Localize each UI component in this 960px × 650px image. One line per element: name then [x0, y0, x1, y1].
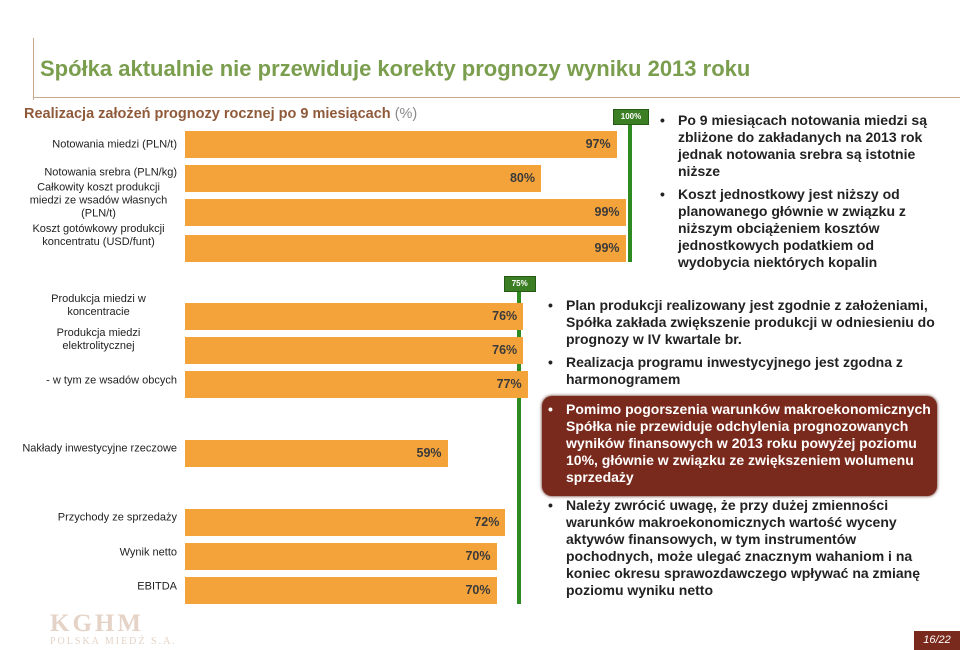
bar-value-label: 72% — [474, 515, 500, 529]
bullets-bottom — [548, 497, 940, 605]
category-label: Przychody ze sprzedaży — [57, 511, 177, 524]
bar-value-label: 70% — [465, 583, 491, 597]
category-label-wrap — [20, 138, 177, 151]
chart-subtitle-unit: (%) — [394, 106, 418, 122]
bullet-forecast-deviation: • Pomimo pogorszenia warunków makroekonomicznych Spółka nie przewiduje odchylenia prognozowanych wyników finansowych w 2013 roku powyżej poziomu 10%, głównie w związku ze zwiększeniem wolumenu sprzedaży — [548, 401, 933, 486]
category-label-wrap — [20, 181, 177, 220]
bar-value-label: 76% — [492, 343, 518, 357]
bar — [185, 199, 626, 226]
bar-value-label: 99% — [594, 241, 620, 255]
category-label-wrap — [20, 546, 177, 559]
page-title: Spółka aktualnie nie przewiduje korekty prognozy wyniku 2013 roku — [40, 56, 751, 81]
bullets-highlight — [548, 401, 933, 492]
category-label-wrap — [20, 293, 177, 318]
category-label: Nakłady inwestycyjne rzeczowe — [22, 442, 177, 455]
category-label: Notowania srebra (PLN/kg) — [44, 166, 177, 179]
category-label: - w tym ze wsadów obcych — [46, 374, 177, 387]
bar — [185, 131, 617, 158]
bar-value-label: 59% — [416, 446, 442, 460]
bar-value-label: 70% — [465, 549, 491, 563]
category-label-wrap — [20, 223, 177, 248]
bullet-production-plan: • Plan produkcji realizowany jest zgodnie z założeniami, Spółka zakłada zwiększenie produkcji w odniesieniu do prognozy w IV kwartale br. — [548, 297, 940, 348]
category-label: Wynik netto — [119, 546, 177, 559]
reference-flag: 75% — [504, 276, 536, 292]
bar-value-label: 80% — [509, 171, 535, 185]
category-label: Produkcja miedzi w koncentracie — [51, 293, 146, 318]
bullet-investment: • Realizacja programu inwestycyjnego jest zgodna z harmonogramem — [548, 354, 940, 388]
category-label-wrap — [20, 166, 177, 179]
bullets-top — [660, 112, 945, 277]
reference-line — [628, 124, 632, 262]
category-label: Całkowity koszt produkcji miedzi ze wsadów własnych (PLN/t) — [29, 181, 168, 220]
category-label-wrap — [20, 580, 177, 593]
bar-value-label: 77% — [496, 377, 522, 391]
reference-flag: 100% — [613, 109, 649, 125]
category-label: Produkcja miedzi elektrolitycznej — [56, 327, 141, 352]
logo-tagline: POLSKA MIEDŹ S.A. — [50, 636, 177, 647]
category-label-wrap — [20, 511, 177, 524]
bar-value-label: 76% — [492, 309, 518, 323]
bar-value-label: 99% — [594, 205, 620, 219]
page-number: 16/22 — [914, 631, 960, 650]
category-label: Notowania miedzi (PLN/t) — [52, 138, 177, 151]
category-label-wrap — [20, 442, 177, 455]
bullets-mid — [548, 297, 940, 394]
category-label-wrap — [20, 374, 177, 387]
category-label: EBITDA — [137, 580, 177, 593]
logo-name: KGHM — [50, 610, 144, 637]
bar-value-label: 97% — [585, 137, 611, 151]
bullet-copper-prices: • Po 9 miesiącach notowania miedzi są zbliżone do zakładanych na 2013 rok jednak notowania srebra są istotnie niższe — [660, 112, 945, 180]
category-label-wrap — [20, 327, 177, 352]
bullet-unit-cost: • Koszt jednostkowy jest niższy od planowanego głównie w związku z niższym obciążeniem kosztów jednostkowych podatkiem od wydobycia niektórych kopalin — [660, 186, 945, 271]
chart-subtitle-text: Realizacja założeń prognozy rocznej po 9 miesiącach — [24, 106, 391, 122]
category-label: Koszt gotówkowy produkcji koncentratu (USD/funt) — [32, 223, 165, 248]
bullet-volatility: • Należy zwrócić uwagę, że przy dużej zmienności warunków makroekonomicznych wartość wyceny aktywów finansowych, w tym instrumentów pochodnych, może ulegać znacznym wahaniom i na koniec okresu sprawozdawczego wpływać na zmianę poziomu wyniku netto — [548, 497, 940, 599]
bar — [185, 235, 626, 262]
kghm-logo — [50, 612, 177, 647]
